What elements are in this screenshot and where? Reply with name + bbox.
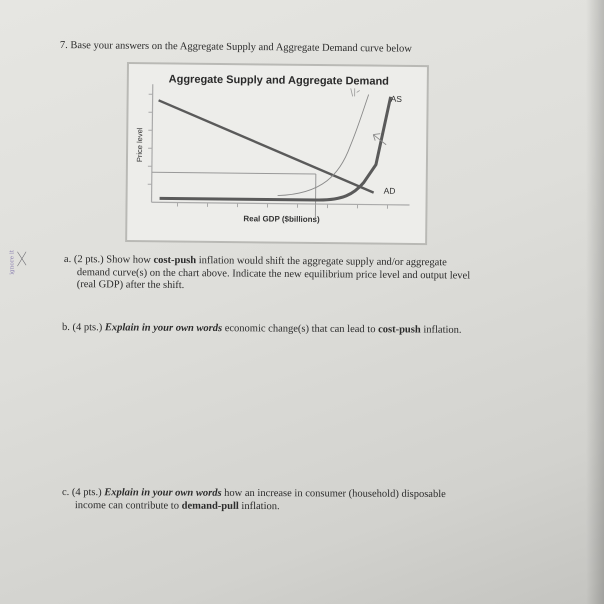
part-a bbox=[64, 254, 534, 296]
page-edge-shadow bbox=[586, 0, 604, 604]
margin-x-mark bbox=[17, 252, 26, 266]
part-a-bold-term: cost-push bbox=[153, 254, 197, 267]
chart-svg bbox=[127, 64, 429, 245]
part-b-label: b. bbox=[61, 322, 70, 334]
price-guide-line bbox=[152, 172, 316, 174]
y-axis bbox=[152, 84, 153, 202]
part-c-line1-post: how an increase in consumer (household) disposable bbox=[221, 487, 446, 501]
question-number: 7. bbox=[59, 40, 68, 52]
margin-note-text: ignore it bbox=[9, 249, 16, 275]
part-c-points: (4 pts.) bbox=[71, 487, 102, 499]
handwritten-new-as-curve bbox=[278, 94, 369, 197]
part-b-emphasis: Explain in your own words bbox=[104, 322, 223, 335]
part-a-line-3: (real GDP) after the shift. bbox=[76, 279, 185, 292]
part-c-line2-pre: income can contribute to bbox=[74, 499, 182, 512]
y-axis-label: Price level bbox=[134, 127, 145, 163]
margin-handwritten-note bbox=[4, 218, 28, 298]
part-a-line-2: demand curve(s) on the chart above. Indicate the new equilibrium price level and output level bbox=[76, 266, 471, 282]
part-b-bold-term: cost-push bbox=[378, 324, 421, 336]
part-b-mid: economic change(s) that can lead to bbox=[222, 323, 379, 336]
part-a-points: (2 pts.) bbox=[73, 254, 104, 266]
part-c bbox=[62, 487, 512, 514]
as-ad-chart bbox=[125, 62, 429, 245]
chart-title: Aggregate Supply and Aggregate Demand bbox=[168, 73, 389, 88]
x-axis bbox=[152, 202, 410, 205]
x-axis-label: Real GDP ($billions) bbox=[243, 214, 320, 225]
question-title-text: Base your answers on the Aggregate Supply and Aggregate Demand curve below bbox=[70, 40, 412, 55]
as-label: AS bbox=[390, 93, 403, 104]
part-a-line1-post: inflation would shift the aggregate supply and/or aggregate bbox=[196, 255, 447, 269]
part-c-line-2 bbox=[62, 499, 512, 514]
part-c-label: c. bbox=[61, 487, 70, 499]
part-b-points: (4 pts.) bbox=[72, 322, 103, 334]
part-c-emphasis: Explain in your own words bbox=[104, 487, 222, 499]
part-b-end: inflation. bbox=[420, 324, 462, 336]
ad-curve bbox=[158, 100, 375, 192]
part-a-label: a. bbox=[63, 254, 72, 266]
part-a-line1-pre: Show how bbox=[106, 254, 154, 266]
handwritten-label bbox=[351, 88, 360, 96]
part-c-line2-post: inflation. bbox=[238, 500, 280, 512]
ad-label: AD bbox=[383, 185, 396, 196]
part-c-bold-term: demand-pull bbox=[181, 500, 239, 512]
